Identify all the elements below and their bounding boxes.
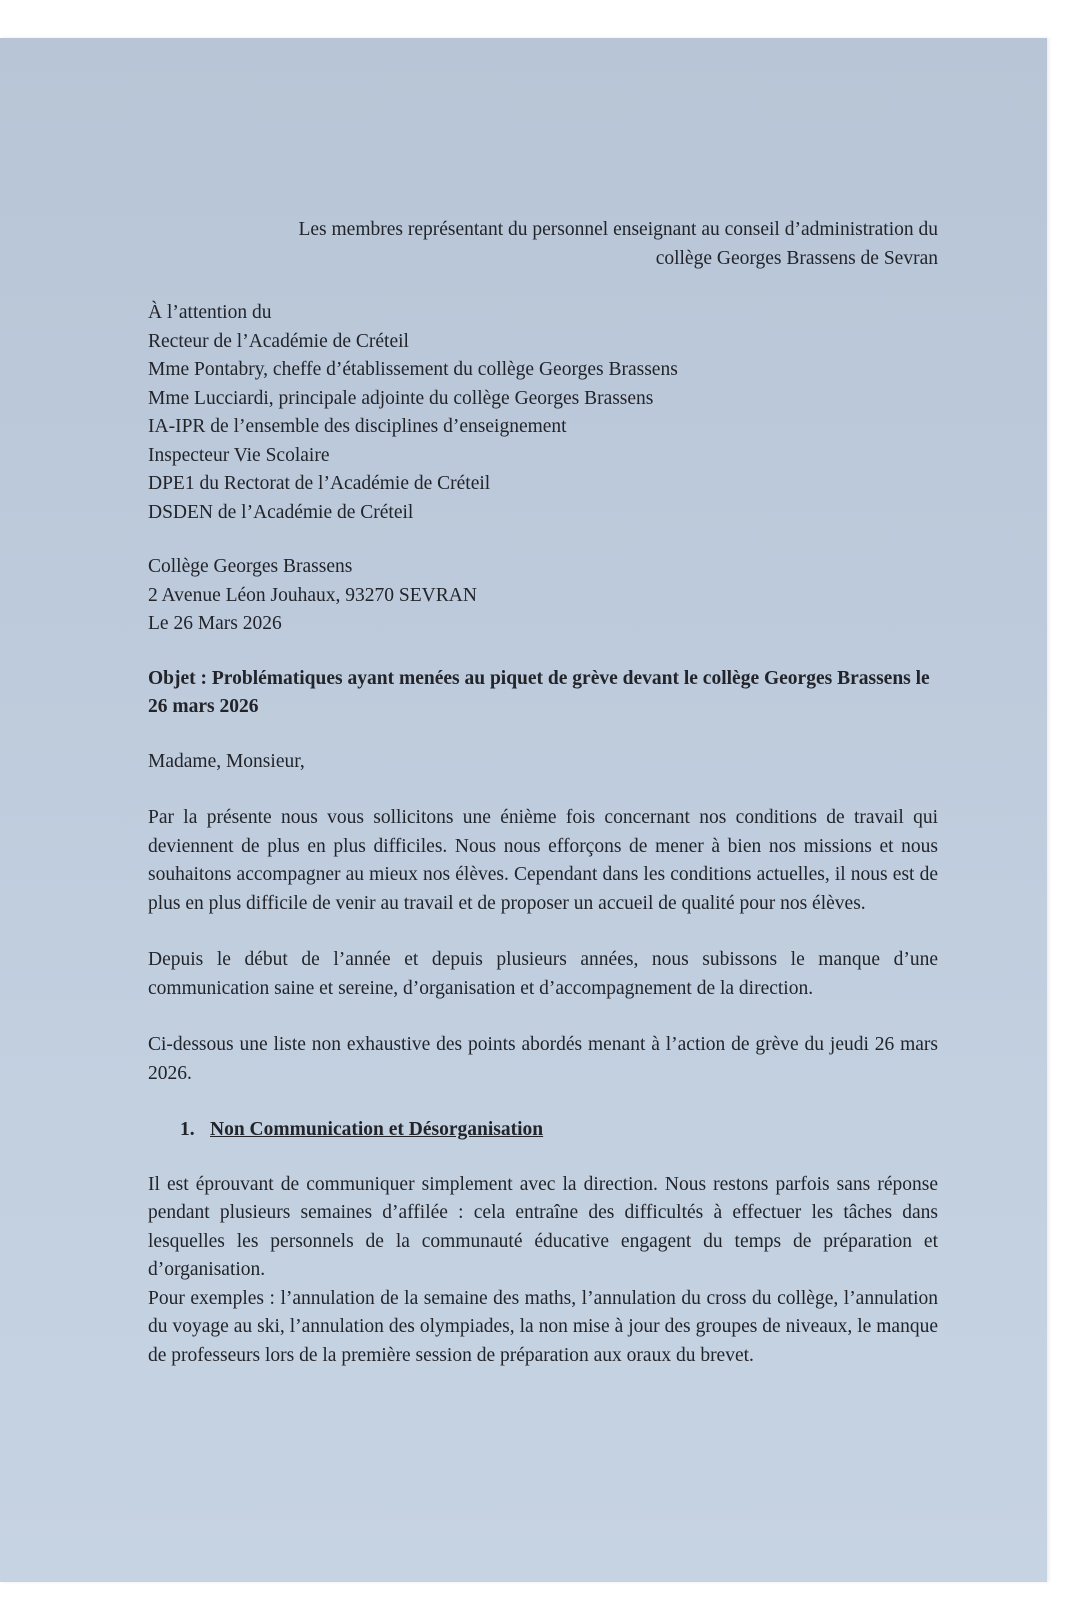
sender-line: Les membres représentant du personnel enseignant au conseil d’administration du xyxy=(298,219,938,240)
address-block xyxy=(148,553,938,639)
paragraph: Par la présente nous vous sollicitons une énième fois concernant nos conditions de travail qui deviennent de plus en plus difficiles. Nous nous efforçons de mener à bien nos missions et nous souhaitons accompagner au mieux nos élèves. Cependant dans les conditions actuelles, il nous est de plus en plus difficile de venir au travail et de proposer un accueil de qualité pour nos élèves. xyxy=(148,807,938,914)
recipient-line: Inspecteur Vie Scolaire xyxy=(148,444,330,466)
section-title: Non Communication et Désorganisation xyxy=(210,1119,544,1140)
sender-line: collège Georges Brassens de Sevran xyxy=(655,247,938,269)
address-line: 2 Avenue Léon Jouhaux, 93270 SEVRAN xyxy=(148,584,477,606)
paragraph: Ci-dessous une liste non exhaustive des points abordés menant à l’action de grève du jeudi 26 mars 2026. xyxy=(148,1034,938,1084)
address-line: Collège Georges Brassens xyxy=(148,556,353,577)
recipient-line: DPE1 du Rectorat de l’Académie de Créteil xyxy=(148,473,491,494)
paragraph: Depuis le début de l’année et depuis plusieurs années, nous subissons le manque d’une communication saine et sereine, d’organisation et d’accompagnement de la direction. xyxy=(148,949,938,999)
section-number: 1. xyxy=(180,1119,195,1140)
recipient-line: Mme Lucciardi, principale adjointe du collège Georges Brassens xyxy=(148,387,654,409)
letter-body xyxy=(148,216,938,1398)
paragraph: Il est éprouvant de communiquer simplement avec la direction. Nous restons parfois sans réponse pendant plusieurs semaines d’affilée : cela entraîne des difficultés à effectuer les tâches dans lesquelles les personnels de la communauté éducative engagent du temps de préparation et d’organisation. xyxy=(148,1173,938,1280)
letter-page xyxy=(0,38,1047,1582)
recipient-line: IA-IPR de l’ensemble des disciplines d’enseignement xyxy=(148,416,567,437)
recipient-line: Mme Pontabry, cheffe d’établissement du collège Georges Brassens xyxy=(148,359,678,380)
recipient-line: Recteur de l’Académie de Créteil xyxy=(148,330,409,352)
section-heading xyxy=(180,1116,938,1145)
recipients-block xyxy=(148,299,938,527)
recipient-line: DSDEN de l’Académie de Créteil xyxy=(148,501,414,523)
date-line: Le 26 Mars 2026 xyxy=(148,613,282,634)
sender-block xyxy=(148,216,938,273)
paragraph: Pour exemples : l’annulation de la semaine des maths, l’annulation du cross du collège, l’annulation du voyage au ski, l’annulation des olympiades, la non mise à jour des groupes de niveaux, le manque de professeurs lors de la première session de préparation aux oraux du brevet. xyxy=(148,1287,938,1366)
greeting: Madame, Monsieur, xyxy=(148,750,305,772)
subject-line: Objet : Problématiques ayant menées au piquet de grève devant le collège Georges Brassens le 26 mars 2026 xyxy=(148,667,930,717)
recipient-line: À l’attention du xyxy=(148,302,272,323)
